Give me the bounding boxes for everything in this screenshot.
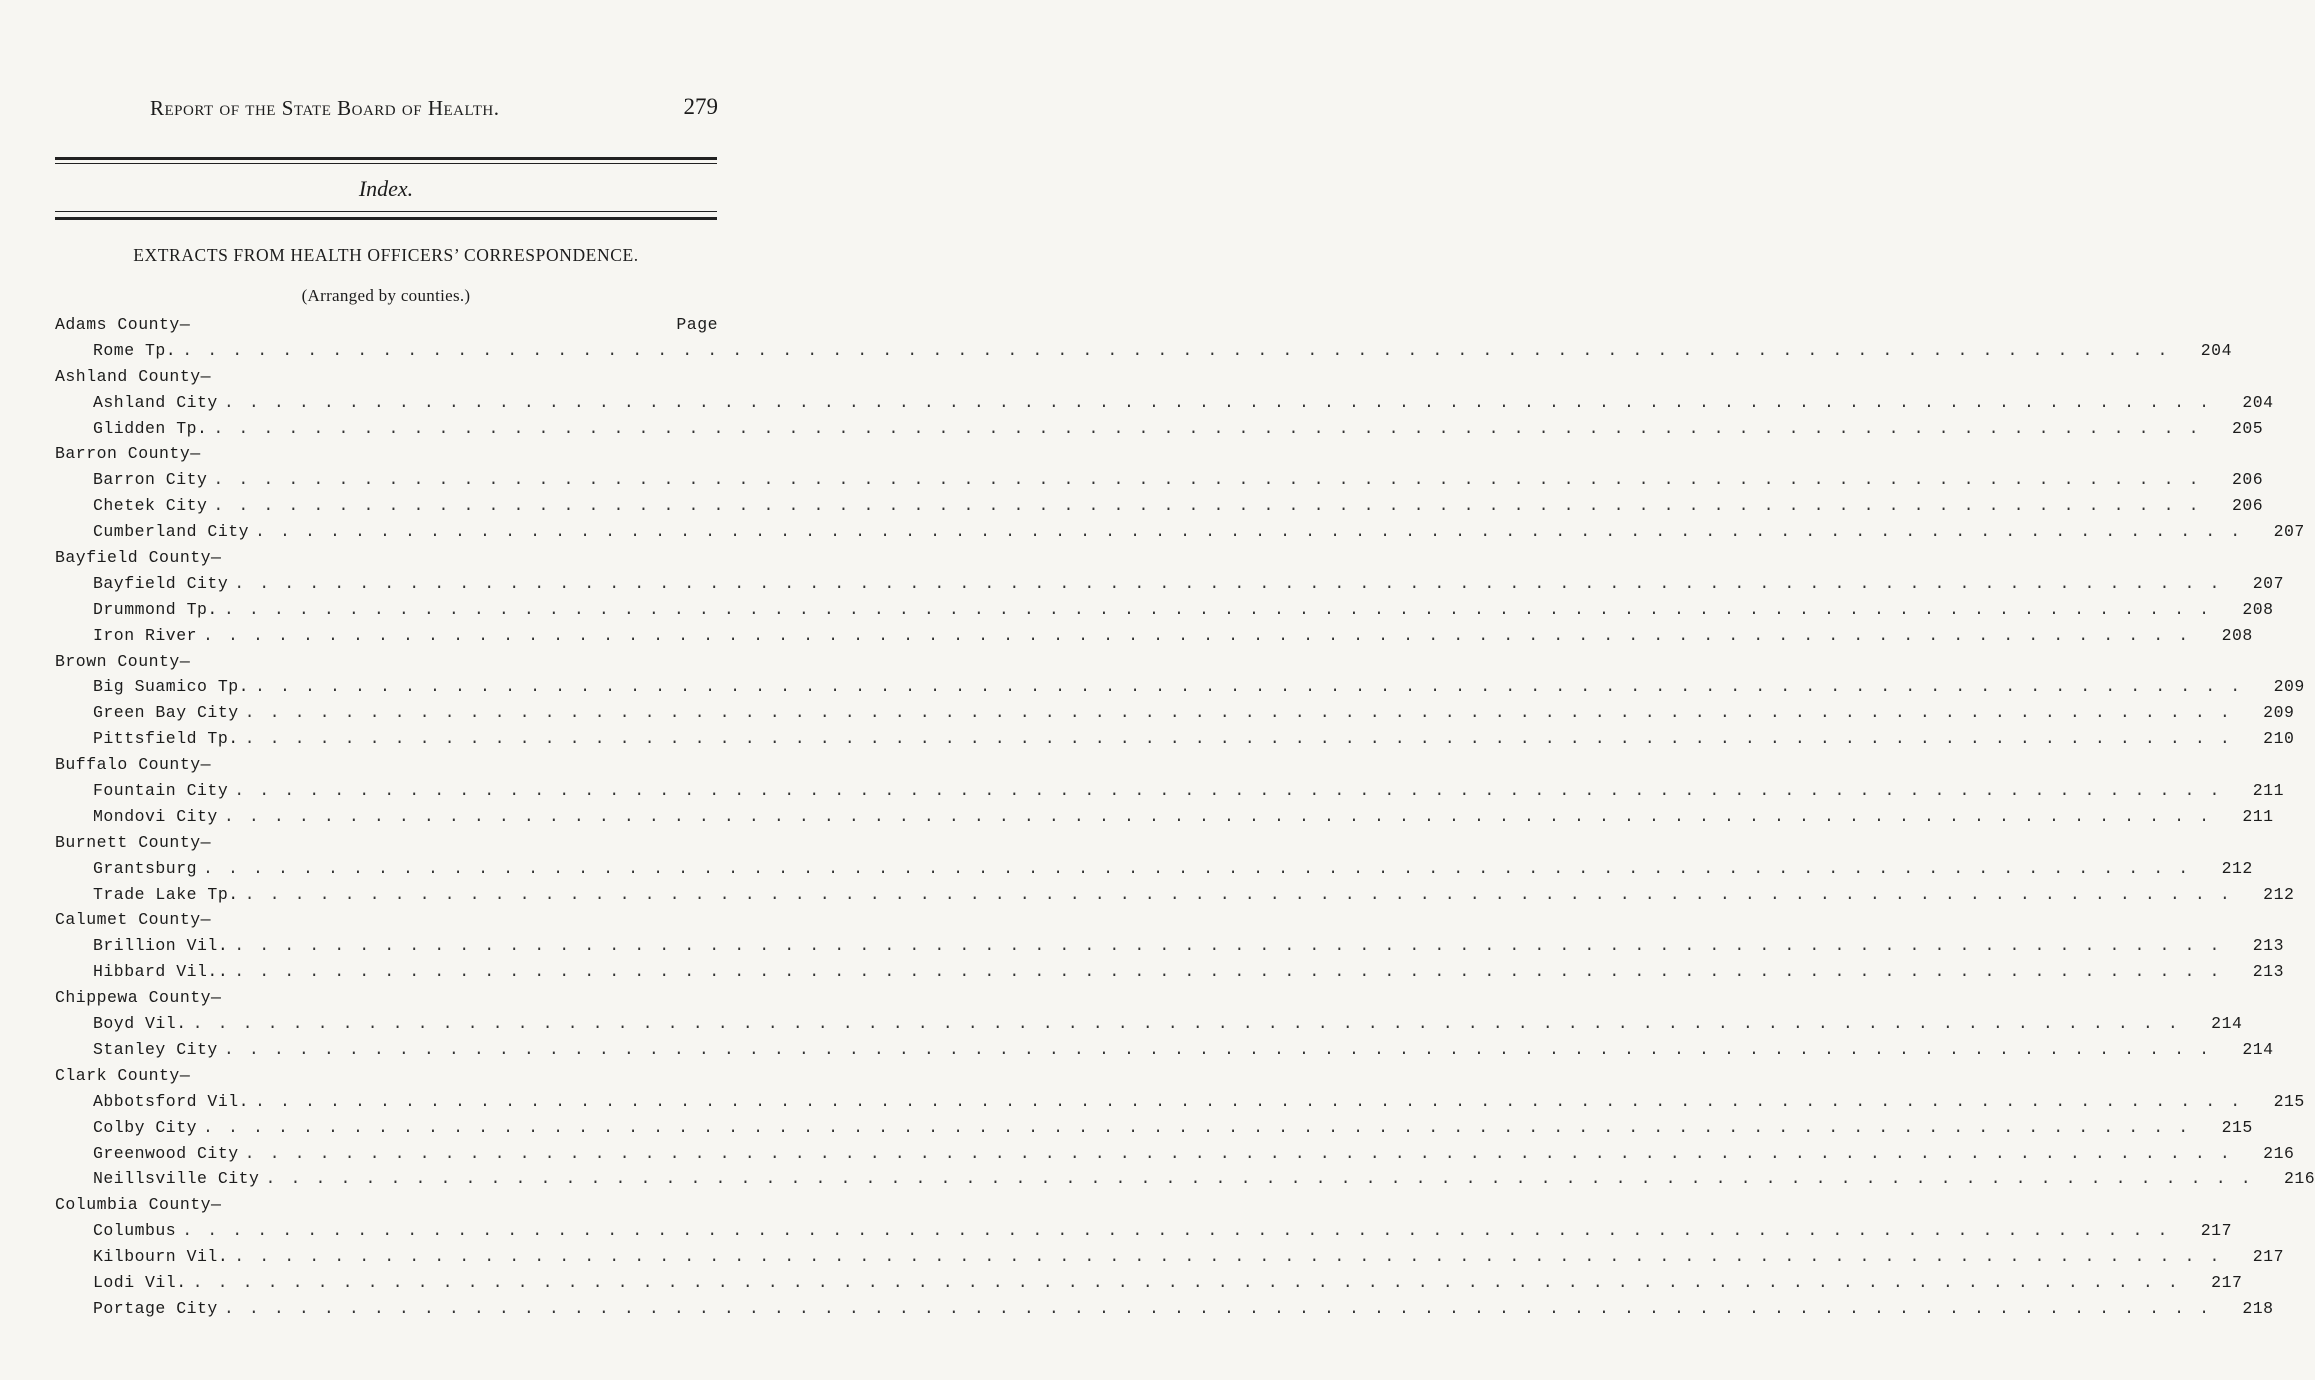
index-entry xyxy=(55,623,2253,649)
county-heading xyxy=(55,545,718,571)
county-heading xyxy=(55,830,718,856)
dot-leader: . . . . . . . . . . . . . . . . . . . . . . . . . . . . . . . . . . . . . . . . . . . . . . . . . . . . . . . . . . . . . . . . . . . . . . . . . . . . . . . . xyxy=(234,781,2222,801)
entry-name: Ashland City xyxy=(93,392,218,412)
running-title-word: State xyxy=(281,96,332,120)
index-entry xyxy=(55,700,2295,726)
entry-page-number: 204 xyxy=(2200,340,2232,360)
entry-name: Kilbourn Vil. xyxy=(93,1247,229,1267)
running-title xyxy=(150,96,620,121)
index-title: Index. xyxy=(358,176,414,201)
entry-page-number: 214 xyxy=(2211,1014,2243,1034)
entry-name: Brillion Vil. xyxy=(93,936,229,956)
entry-page-number: 207 xyxy=(2273,522,2305,542)
page-number: 279 xyxy=(683,94,718,119)
dot-leader: . . . . . . . . . . . . . . . . . . . . . . . . . . . . . . . . . . . . . . . . . . . . . . . . . . . . . . . . . . . . . . . . . . . . . . . . . . . . . . . . xyxy=(223,1298,2212,1318)
index-entry xyxy=(55,416,2264,442)
county-heading xyxy=(55,364,718,390)
entry-page-number: 212 xyxy=(2221,858,2253,878)
index-entry xyxy=(55,674,2305,700)
index-entry xyxy=(55,390,2274,416)
entry-name: Greenwood City xyxy=(93,1143,239,1163)
index-entry xyxy=(55,467,2264,493)
entry-name: Pittsfield Tp. xyxy=(93,729,239,749)
dot-leader: . . . . . . . . . . . . . . . . . . . . . . . . . . . . . . . . . . . . . . . . . . . . . . . . . . . . . . . . . . . . . . . . . . . . . . . . . . . . . . . . xyxy=(255,522,2243,542)
entry-name: Rome Tp. xyxy=(93,340,177,360)
dot-leader: . . . . . . . . . . . . . . . . . . . . . . . . . . . . . . . . . . . . . . . . . . . . . . . . . . . . . . . . . . . . . . . . . . . . . . . . . . . . . . . . xyxy=(234,573,2222,593)
dot-leader: . . . . . . . . . . . . . . . . . . . . . . . . . . . . . . . . . . . . . . . . . . . . . . . . . . . . . . . . . . . . . . . . . . . . . . . . . . . . . . . . xyxy=(244,729,2233,749)
index-entry xyxy=(55,933,2284,959)
county-heading xyxy=(55,441,718,467)
entry-page-number: 217 xyxy=(2211,1272,2243,1292)
county-heading xyxy=(55,312,718,338)
entry-page-number: 216 xyxy=(2283,1169,2315,1189)
running-title-word: Board xyxy=(337,96,397,120)
dot-leader: . . . . . . . . . . . . . . . . . . . . . . . . . . . . . . . . . . . . . . . . . . . . . . . . . . . . . . . . . . . . . . . . . . . . . . . . . . . . . . . . xyxy=(203,1117,2191,1137)
county-name: Barron County— xyxy=(55,444,201,464)
entry-name: Neillsville City xyxy=(93,1169,260,1189)
county-name: Brown County— xyxy=(55,651,191,671)
top-rule-thin xyxy=(55,163,717,164)
county-name: Adams County— xyxy=(55,315,191,334)
dot-leader: . . . . . . . . . . . . . . . . . . . . . . . . . . . . . . . . . . . . . . . . . . . . . . . . . . . . . . . . . . . . . . . . . . . . . . . . . . . . . . . . xyxy=(223,806,2212,826)
dot-leader: . . . . . . . . . . . . . . . . . . . . . . . . . . . . . . . . . . . . . . . . . . . . . . . . . . . . . . . . . . . . . . . . . . . . . . . . . . . . . . . . xyxy=(182,1221,2170,1241)
running-title-word: Health. xyxy=(427,96,500,120)
entry-page-number: 214 xyxy=(2242,1039,2274,1059)
county-name: Ashland County— xyxy=(55,366,212,386)
entry-name: Cumberland City xyxy=(93,522,250,542)
arranged-note: (Arranged by counties.) xyxy=(301,286,471,305)
index-entry xyxy=(55,1089,2305,1115)
dot-leader: . . . . . . . . . . . . . . . . . . . . . . . . . . . . . . . . . . . . . . . . . . . . . . . . . . . . . . . . . . . . . . . . . . . . . . . . . . . . . . . . xyxy=(234,1247,2222,1267)
index-entry xyxy=(55,1218,2232,1244)
entry-page-number: 213 xyxy=(2252,936,2284,956)
entry-page-number: 216 xyxy=(2263,1143,2295,1163)
entry-page-number: 204 xyxy=(2242,392,2274,412)
index-entry xyxy=(55,726,2295,752)
county-heading xyxy=(55,752,718,778)
index-entry xyxy=(55,778,2284,804)
entry-name: Barron City xyxy=(93,470,208,490)
entry-page-number: 208 xyxy=(2221,625,2253,645)
index-entry xyxy=(55,1296,2274,1322)
index-entry xyxy=(55,519,2305,545)
entry-page-number: 217 xyxy=(2200,1221,2232,1241)
entry-name: Iron River xyxy=(93,625,198,645)
index-list xyxy=(55,312,2315,1322)
county-heading xyxy=(55,1192,718,1218)
entry-name: Green Bay City xyxy=(93,703,239,723)
county-heading xyxy=(55,985,718,1011)
dot-leader: . . . . . . . . . . . . . . . . . . . . . . . . . . . . . . . . . . . . . . . . . . . . . . . . . . . . . . . . . . . . . . . . . . . . . . . . . . . . . . . . xyxy=(213,418,2202,438)
entry-name: Stanley City xyxy=(93,1039,218,1059)
index-entry xyxy=(55,1244,2284,1270)
bottom-rule-thin xyxy=(55,211,717,212)
entry-name: Colby City xyxy=(93,1117,198,1137)
county-heading xyxy=(55,649,718,675)
entry-page-number: 205 xyxy=(2231,418,2264,438)
dot-leader: . . . . . . . . . . . . . . . . . . . . . . . . . . . . . . . . . . . . . . . . . . . . . . . . . . . . . . . . . . . . . . . . . . . . . . . . . . . . . . . . xyxy=(213,496,2202,516)
entry-name: Mondovi City xyxy=(93,806,218,826)
dot-leader: . . . . . . . . . . . . . . . . . . . . . . . . . . . . . . . . . . . . . . . . . . . . . . . . . . . . . . . . . . . . . . . . . . . . . . . . . . . . . . . . xyxy=(244,703,2233,723)
entry-page-number: 217 xyxy=(2252,1247,2284,1267)
entry-name: Lodi Vil. xyxy=(93,1272,187,1292)
entry-name: Grantsburg xyxy=(93,858,198,878)
dot-leader: . . . . . . . . . . . . . . . . . . . . . . . . . . . . . . . . . . . . . . . . . . . . . . . . . . . . . . . . . . . . . . . . . . . . . . . . . . . . . . . . xyxy=(213,470,2202,490)
entry-page-number: 211 xyxy=(2252,781,2284,801)
entry-name: Drummond Tp. xyxy=(93,599,218,619)
dot-leader: . . . . . . . . . . . . . . . . . . . . . . . . . . . . . . . . . . . . . . . . . . . . . . . . . . . . . . . . . . . . . . . . . . . . . . . . . . . . . . . . xyxy=(223,599,2212,619)
entry-page-number: 215 xyxy=(2273,1091,2305,1111)
county-name: Burnett County— xyxy=(55,832,212,852)
dot-leader: . . . . . . . . . . . . . . . . . . . . . . . . . . . . . . . . . . . . . . . . . . . . . . . . . . . . . . . . . . . . . . . . . . . . . . . . . . . . . . . . xyxy=(203,625,2191,645)
county-name: Bayfield County— xyxy=(55,548,222,568)
dot-leader: . . . . . . . . . . . . . . . . . . . . . . . . . . . . . . . . . . . . . . . . . . . . . . . . . . . . . . . . . . . . . . . . . . . . . . . . . . . . . . . . xyxy=(265,1169,2254,1189)
county-name: Columbia County— xyxy=(55,1195,222,1215)
entry-name: Boyd Vil. xyxy=(93,1014,187,1034)
section-title: EXTRACTS FROM HEALTH OFFICERS’ CORRESPONDENCE. xyxy=(133,245,639,265)
index-entry xyxy=(55,959,2284,985)
page-column-label: Page xyxy=(676,315,718,334)
county-name: Chippewa County— xyxy=(55,988,222,1008)
county-heading xyxy=(55,907,718,933)
entry-page-number: 208 xyxy=(2242,599,2274,619)
top-rule-thick xyxy=(55,157,717,160)
index-entry xyxy=(55,1166,2315,1192)
entry-name: Trade Lake Tp. xyxy=(93,884,239,904)
entry-name: Chetek City xyxy=(93,496,208,516)
index-entry xyxy=(55,1141,2295,1167)
index-entry xyxy=(55,338,2232,364)
entry-page-number: 209 xyxy=(2273,677,2305,697)
entry-page-number: 215 xyxy=(2221,1117,2253,1137)
entry-page-number: 207 xyxy=(2252,573,2284,593)
index-entry xyxy=(55,1115,2253,1141)
entry-name: Big Suamico Tp. xyxy=(93,677,250,697)
dot-leader: . . . . . . . . . . . . . . . . . . . . . . . . . . . . . . . . . . . . . . . . . . . . . . . . . . . . . . . . . . . . . . . . . . . . . . . . . . . . . . . . xyxy=(244,1143,2233,1163)
dot-leader: . . . . . . . . . . . . . . . . . . . . . . . . . . . . . . . . . . . . . . . . . . . . . . . . . . . . . . . . . . . . . . . . . . . . . . . . . . . . . . . . xyxy=(192,1272,2181,1292)
entry-name: Portage City xyxy=(93,1298,218,1318)
dot-leader: . . . . . . . . . . . . . . . . . . . . . . . . . . . . . . . . . . . . . . . . . . . . . . . . . . . . . . . . . . . . . . . . . . . . . . . . . . . . . . . . xyxy=(192,1014,2181,1034)
index-entry xyxy=(55,597,2274,623)
dot-leader: . . . . . . . . . . . . . . . . . . . . . . . . . . . . . . . . . . . . . . . . . . . . . . . . . . . . . . . . . . . . . . . . . . . . . . . . . . . . . . . . xyxy=(234,962,2222,982)
dot-leader: . . . . . . . . . . . . . . . . . . . . . . . . . . . . . . . . . . . . . . . . . . . . . . . . . . . . . . . . . . . . . . . . . . . . . . . . . . . . . . . . xyxy=(255,677,2243,697)
entry-page-number: 210 xyxy=(2263,729,2295,749)
entry-page-number: 206 xyxy=(2231,470,2264,490)
entry-name: Hibbard Vil.. xyxy=(93,962,229,982)
index-entry xyxy=(55,1037,2274,1063)
index-entry xyxy=(55,882,2295,908)
dot-leader: . . . . . . . . . . . . . . . . . . . . . . . . . . . . . . . . . . . . . . . . . . . . . . . . . . . . . . . . . . . . . . . . . . . . . . . . . . . . . . . . xyxy=(244,884,2233,904)
running-title-word: of the xyxy=(213,96,282,120)
dot-leader: . . . . . . . . . . . . . . . . . . . . . . . . . . . . . . . . . . . . . . . . . . . . . . . . . . . . . . . . . . . . . . . . . . . . . . . . . . . . . . . . xyxy=(182,340,2170,360)
running-title-word: Report xyxy=(150,96,214,120)
entry-name: Glidden Tp. xyxy=(93,418,208,438)
county-name: Buffalo County— xyxy=(55,755,212,775)
dot-leader: . . . . . . . . . . . . . . . . . . . . . . . . . . . . . . . . . . . . . . . . . . . . . . . . . . . . . . . . . . . . . . . . . . . . . . . . . . . . . . . . xyxy=(223,1039,2212,1059)
index-entry xyxy=(55,493,2264,519)
entry-page-number: 212 xyxy=(2263,884,2295,904)
entry-page-number: 211 xyxy=(2242,806,2274,826)
dot-leader: . . . . . . . . . . . . . . . . . . . . . . . . . . . . . . . . . . . . . . . . . . . . . . . . . . . . . . . . . . . . . . . . . . . . . . . . . . . . . . . . xyxy=(234,936,2222,956)
county-name: Clark County— xyxy=(55,1065,191,1085)
index-entry xyxy=(55,856,2253,882)
index-entry xyxy=(55,571,2284,597)
index-entry xyxy=(55,1011,2243,1037)
entry-page-number: 209 xyxy=(2263,703,2295,723)
dot-leader: . . . . . . . . . . . . . . . . . . . . . . . . . . . . . . . . . . . . . . . . . . . . . . . . . . . . . . . . . . . . . . . . . . . . . . . . . . . . . . . . xyxy=(255,1091,2243,1111)
dot-leader: . . . . . . . . . . . . . . . . . . . . . . . . . . . . . . . . . . . . . . . . . . . . . . . . . . . . . . . . . . . . . . . . . . . . . . . . . . . . . . . . xyxy=(203,858,2191,878)
entry-name: Abbotsford Vil. xyxy=(93,1091,250,1111)
index-entry xyxy=(55,1270,2243,1296)
entry-name: Fountain City xyxy=(93,781,229,801)
county-heading xyxy=(55,1063,718,1089)
dot-leader: . . . . . . . . . . . . . . . . . . . . . . . . . . . . . . . . . . . . . . . . . . . . . . . . . . . . . . . . . . . . . . . . . . . . . . . . . . . . . . . . xyxy=(223,392,2212,412)
running-title-word: of xyxy=(396,96,428,120)
entry-name: Bayfield City xyxy=(93,573,229,593)
index-entry xyxy=(55,804,2274,830)
entry-page-number: 206 xyxy=(2231,496,2264,516)
entry-page-number: 213 xyxy=(2252,962,2284,982)
entry-name: Columbus xyxy=(93,1221,177,1241)
entry-page-number: 218 xyxy=(2242,1298,2274,1318)
bottom-rule-thick xyxy=(55,217,717,220)
county-name: Calumet County— xyxy=(55,910,212,930)
